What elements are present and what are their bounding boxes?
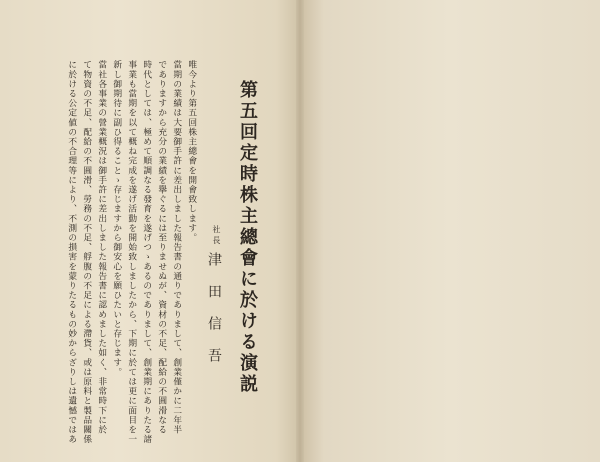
body-line: 時代としては、極めて順調なる發育を遂げつゝあるのでありまして、創業期にありたる諸 bbox=[141, 60, 152, 444]
body-line: に於ける公定値の不合理等により、不測の損害を蒙りたるもの妙からざりしは遺憾ではあ bbox=[66, 60, 77, 444]
body-line: 當期の業績は大要御手許に差出しました報告書の通りでありまして、創業僅かに二年半 bbox=[171, 60, 182, 435]
body-line: 唯今より第五回株主總會を開會致します。 bbox=[186, 60, 197, 243]
speaker-role: 社長 bbox=[212, 225, 221, 247]
body-line: でありますから充分の業績を擧ぐるには至りませぬが、資材の不足、配給の不圓滑なる bbox=[156, 60, 167, 435]
speech-title: 第五回定時株主總會に於ける演説 bbox=[237, 80, 258, 395]
right-page bbox=[300, 0, 600, 462]
body-line: て物資の不足、配給の不圓滑、勞務の不足、艀腹の不足による滯貨、或は原料と製品關係 bbox=[81, 60, 92, 444]
body-line: 事業も當期を以て概ね完成を遂げ活動を開始致しましたから、下期に於ては更に面目を一 bbox=[126, 60, 137, 444]
body-line: 新し御期待に副ひ得ることゝ存じますから御安心を願ひたいと存じます。 bbox=[111, 60, 122, 377]
speaker-name: 津田信吾 bbox=[206, 252, 222, 380]
body-line: 當社各事業の營業概況は御手許に差出しました報告書に認めました如く、非常時下に於 bbox=[96, 60, 107, 435]
book-gutter bbox=[296, 0, 304, 462]
